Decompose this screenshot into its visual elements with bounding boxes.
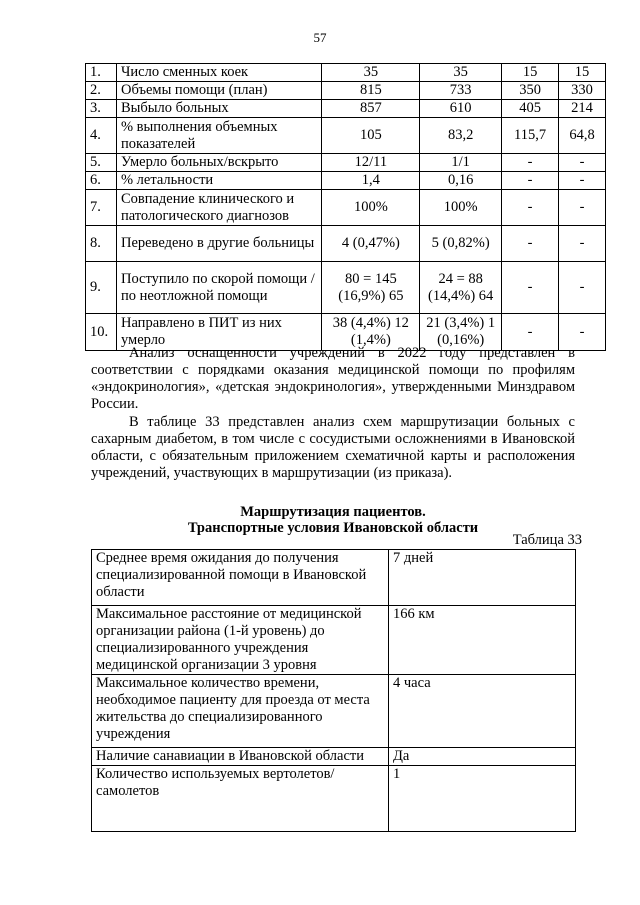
row-number: 2. (86, 82, 117, 100)
row-value: - (559, 172, 606, 190)
row-value: - (559, 154, 606, 172)
row-value: 610 (420, 100, 502, 118)
row-label: Максимальное количество времени, необходимое пациенту для проезда от места жительства до специализированного учреждения (92, 675, 389, 748)
row-value: 330 (559, 82, 606, 100)
paragraph-equipment: Анализ оснащенности учреждений в 2022 году представлен в соответствии с порядками оказания медицинской помощи по профилям «эндокринология», «детская эндокринология», утвержденными Минздравом России. (91, 345, 575, 412)
row-value: 5 (0,82%) (420, 226, 502, 262)
table-row (92, 606, 576, 675)
table-row (86, 82, 606, 100)
row-value: - (559, 262, 606, 314)
row-label: % выполнения объемных показателей (116, 118, 322, 154)
hospital-stats-table (85, 63, 606, 351)
row-value: 21 (3,4%) 1 (0,16%) (420, 314, 502, 351)
table-row (86, 64, 606, 82)
transport-conditions-table (91, 549, 576, 832)
row-value: - (559, 190, 606, 226)
row-value: - (502, 314, 559, 351)
row-value: 15 (502, 64, 559, 82)
table-row (92, 550, 576, 606)
row-value: 0,16 (420, 172, 502, 190)
row-label: Объемы помощи (план) (116, 82, 322, 100)
row-label: Умерло больных/вскрыто (116, 154, 322, 172)
row-label: Выбыло больных (116, 100, 322, 118)
row-value: - (502, 190, 559, 226)
row-label: Наличие санавиации в Ивановской области (92, 748, 389, 766)
row-value: 4 часа (389, 675, 576, 748)
row-label: Максимальное расстояние от медицинской организации района (1-й уровень) до специализированного учреждения медицинской организации 3 уровня (92, 606, 389, 675)
row-value: 64,8 (559, 118, 606, 154)
row-value: - (502, 172, 559, 190)
row-label: Среднее время ожидания до получения специализированной помощи в Ивановской области (92, 550, 389, 606)
row-number: 3. (86, 100, 117, 118)
row-label: Поступило по скорой помощи /по неотложной помощи (116, 262, 322, 314)
row-value: 115,7 (502, 118, 559, 154)
row-value: 4 (0,47%) (322, 226, 420, 262)
row-value: - (559, 314, 606, 351)
row-number: 6. (86, 172, 117, 190)
row-value: 7 дней (389, 550, 576, 606)
table-row (92, 675, 576, 748)
row-value: 24 = 88 (14,4%) 64 (420, 262, 502, 314)
section-title-2: Транспортные условия Ивановской области (187, 520, 479, 536)
table-row (86, 172, 606, 190)
row-value: 35 (322, 64, 420, 82)
row-value: 38 (4,4%) 12 (1,4%) (322, 314, 420, 351)
row-value: 857 (322, 100, 420, 118)
row-value: - (502, 154, 559, 172)
row-label: Совпадение клинического и патологического диагнозов (116, 190, 322, 226)
row-number: 9. (86, 262, 117, 314)
row-value: Да (389, 748, 576, 766)
row-label: Количество используемых вертолетов/самолетов (92, 766, 389, 832)
row-value: 80 = 145 (16,9%) 65 (322, 262, 420, 314)
row-number: 10. (86, 314, 117, 351)
row-value: 105 (322, 118, 420, 154)
table-row (92, 748, 576, 766)
table-label: Таблица 33 (512, 532, 582, 548)
row-label: Переведено в другие больницы (116, 226, 322, 262)
row-value: 100% (420, 190, 502, 226)
row-label: Направлено в ПИТ из них умерло (116, 314, 322, 351)
table-row (86, 118, 606, 154)
row-label: % летальности (116, 172, 322, 190)
row-number: 1. (86, 64, 117, 82)
table-row (86, 154, 606, 172)
table-row (86, 190, 606, 226)
table-row (86, 226, 606, 262)
row-value: 12/11 (322, 154, 420, 172)
page-number: 57 (313, 30, 327, 45)
row-value: 350 (502, 82, 559, 100)
table-row (86, 100, 606, 118)
row-value: - (559, 226, 606, 262)
row-value: 35 (420, 64, 502, 82)
table-row (86, 262, 606, 314)
row-value: 83,2 (420, 118, 502, 154)
row-value: 1/1 (420, 154, 502, 172)
row-value: 214 (559, 100, 606, 118)
row-value: 100% (322, 190, 420, 226)
row-number: 5. (86, 154, 117, 172)
row-value: 815 (322, 82, 420, 100)
paragraph-routing: В таблице 33 представлен анализ схем маршрутизации больных с сахарным диабетом, в том числе с сосудистыми осложнениями в Ивановской области, с обязательным приложением схематичной карты и расположения учреждений, участвующих в маршрутизации (из приказа). (91, 414, 575, 481)
row-value: 405 (502, 100, 559, 118)
row-number: 8. (86, 226, 117, 262)
row-value: 15 (559, 64, 606, 82)
row-value: - (502, 226, 559, 262)
section-title-1: Маршрутизация пациентов. (240, 504, 426, 520)
row-number: 4. (86, 118, 117, 154)
row-value: 166 км (389, 606, 576, 675)
row-value: 1 (389, 766, 576, 832)
row-label: Число сменных коек (116, 64, 322, 82)
table-row (92, 766, 576, 832)
row-value: - (502, 262, 559, 314)
row-value: 733 (420, 82, 502, 100)
row-value: 1,4 (322, 172, 420, 190)
row-number: 7. (86, 190, 117, 226)
